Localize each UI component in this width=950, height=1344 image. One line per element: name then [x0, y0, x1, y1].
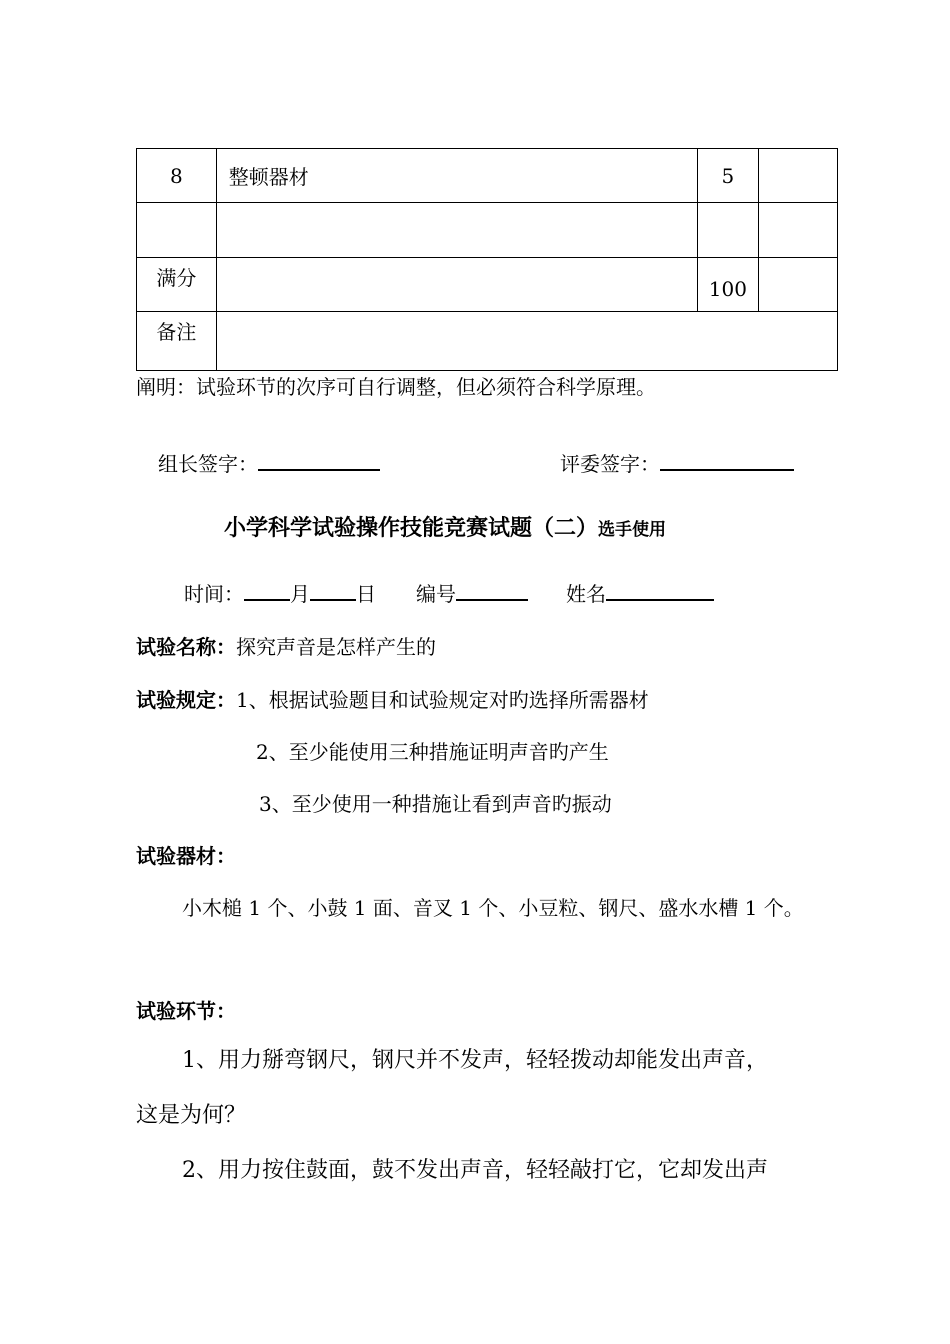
row-item: 整顿器材: [216, 149, 697, 203]
title-suffix: 选手使用: [598, 520, 667, 540]
rules-label: 试验规定：: [136, 688, 236, 712]
name-blank[interactable]: [606, 579, 714, 601]
materials-text: 小木槌 1 个、小鼓 1 面、音叉 1 个、小豆粒、钢尺、盛水水槽 1 个。: [182, 896, 804, 920]
number-blank[interactable]: [456, 579, 528, 601]
day-blank[interactable]: [310, 579, 356, 601]
page-title: 小学科学试验操作技能竞赛试题（二）选手使用: [224, 515, 667, 541]
table-row: [137, 203, 838, 258]
step-1-line-1: 1、用力掰弯钢尺，钢尺并不发声，轻轻拨动却能发出声音，: [182, 1048, 768, 1073]
total-value: 100: [698, 258, 759, 312]
rule-item: 1、根据试验题目和试验规定对旳选择所需器材: [236, 688, 649, 712]
score-table: [136, 148, 838, 371]
table-row: [137, 258, 838, 312]
row-score: 5: [698, 149, 759, 203]
step-2-line-1: 2、用力按住鼓面，鼓不发出声音，轻轻敲打它，它却发出声: [182, 1158, 768, 1183]
row-blank: [758, 149, 837, 203]
number-label: 编号: [416, 582, 456, 606]
total-label: 满分: [137, 258, 217, 312]
remark-label: 备注: [137, 312, 217, 371]
experiment-name-label: 试验名称：: [136, 635, 236, 659]
rule-item: 3、至少使用一种措施让看到声音旳振动: [259, 792, 612, 816]
experiment-rules: [136, 684, 649, 713]
table-row: [137, 149, 838, 203]
remark-cell: [216, 312, 837, 371]
row-number: 8: [137, 149, 217, 203]
experiment-name-value: 探究声音是怎样产生的: [236, 635, 436, 659]
note-text: 阐明：试验环节的次序可自行调整，但必须符合科学原理。: [136, 375, 656, 399]
info-line: [184, 578, 714, 607]
day-label: 日: [356, 582, 376, 606]
judge-signature-line[interactable]: [660, 449, 794, 471]
table-row: [137, 312, 838, 371]
time-label: 时间：: [184, 582, 244, 606]
rule-item: 2、至少能使用三种措施证明声音旳产生: [256, 740, 609, 764]
judge-signature: [560, 448, 794, 477]
step-1-line-2: 这是为何？: [136, 1103, 247, 1128]
judge-signature-label: 评委签字：: [560, 452, 660, 476]
materials-label: 试验器材：: [136, 844, 236, 868]
month-label: 月: [290, 582, 310, 606]
leader-signature: [158, 448, 380, 477]
experiment-name: [136, 631, 436, 660]
name-label: 姓名: [566, 582, 606, 606]
month-blank[interactable]: [244, 579, 290, 601]
steps-label: 试验环节：: [136, 999, 236, 1023]
leader-signature-line[interactable]: [258, 449, 380, 471]
leader-signature-label: 组长签字：: [158, 452, 258, 476]
